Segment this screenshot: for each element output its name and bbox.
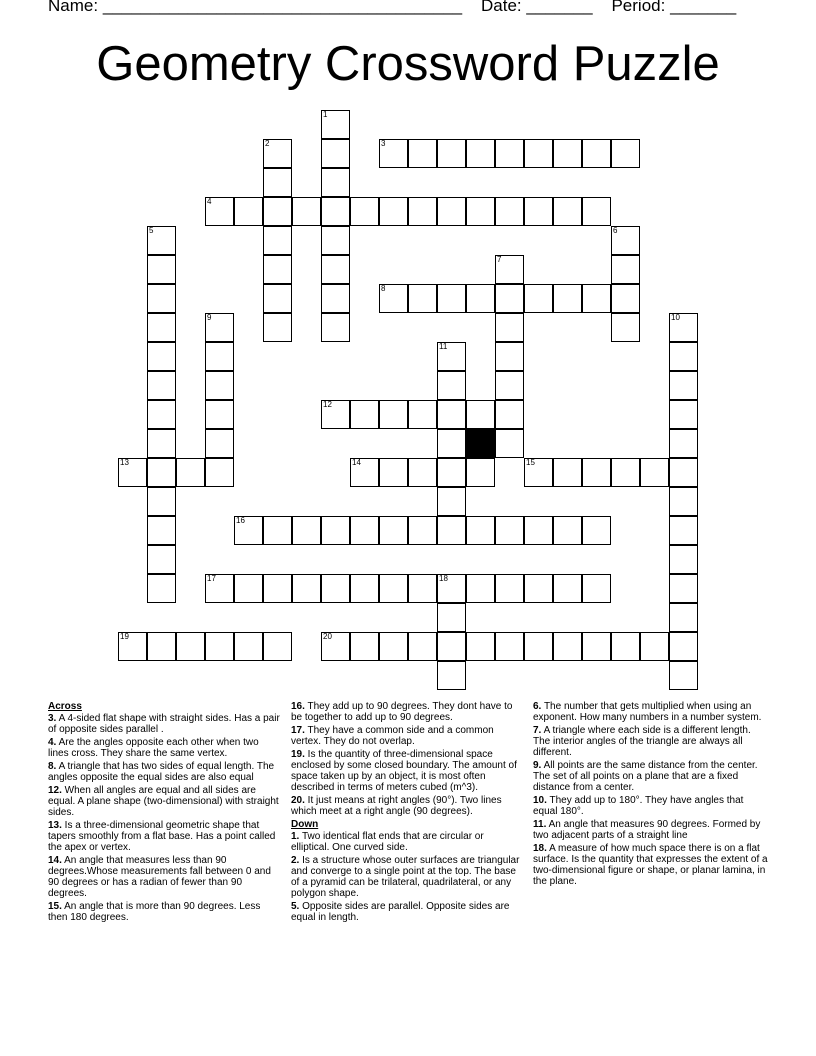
crossword-cell[interactable]: [263, 284, 292, 313]
crossword-cell[interactable]: [350, 574, 379, 603]
clue-item-number: 1.: [291, 831, 300, 842]
clue-item: [48, 785, 281, 818]
clue-item-text: Is a three-dimensional geometric shape that tapers smoothly from a flat base. Has a point called the apex or vertex.: [48, 820, 276, 853]
crossword-cell[interactable]: [205, 429, 234, 458]
clue-item-text: Is the quantity of three-dimensional space enclosed by some closed boundary. The amount of space taken up by an object, it is most often described in terms of meters cubed (m^3).: [291, 749, 517, 793]
crossword-cell[interactable]: [321, 313, 350, 342]
crossword-cell[interactable]: [466, 284, 495, 313]
crossword-cell[interactable]: [205, 313, 234, 342]
crossword-cell[interactable]: [669, 371, 698, 400]
crossword-cell[interactable]: [495, 342, 524, 371]
crossword-cell[interactable]: [147, 632, 176, 661]
clue-item: [48, 761, 281, 783]
crossword-cell[interactable]: [350, 632, 379, 661]
crossword-cell[interactable]: [437, 139, 466, 168]
black-cell: [466, 429, 495, 458]
crossword-cell[interactable]: [669, 545, 698, 574]
crossword-cell[interactable]: [553, 284, 582, 313]
crossword-cell[interactable]: [466, 632, 495, 661]
crossword-cell[interactable]: [379, 632, 408, 661]
clue-number: 5: [149, 226, 154, 235]
clue-number: 11: [439, 342, 448, 351]
crossword-cell[interactable]: [669, 574, 698, 603]
clue-item: [291, 749, 523, 793]
clue-item-number: 16.: [291, 701, 305, 712]
clue-item-number: 11.: [533, 819, 547, 830]
crossword-cell[interactable]: [495, 516, 524, 545]
clue-item-number: 18.: [533, 843, 547, 854]
crossword-cell[interactable]: [234, 197, 263, 226]
crossword-cell[interactable]: [669, 342, 698, 371]
crossword-cell[interactable]: [408, 284, 437, 313]
crossword-cell[interactable]: [495, 139, 524, 168]
clue-number: 9: [207, 313, 212, 322]
crossword-cell[interactable]: [437, 516, 466, 545]
crossword-cell[interactable]: [611, 226, 640, 255]
crossword-cell[interactable]: [495, 197, 524, 226]
crossword-cell[interactable]: [669, 313, 698, 342]
crossword-cell[interactable]: [437, 284, 466, 313]
crossword-cell[interactable]: [147, 226, 176, 255]
crossword-cell[interactable]: [495, 313, 524, 342]
clue-item: [533, 701, 769, 723]
crossword-cell[interactable]: [611, 284, 640, 313]
crossword-cell[interactable]: [379, 574, 408, 603]
crossword-cell[interactable]: [350, 516, 379, 545]
clue-number: 4: [207, 197, 212, 206]
clue-item: [291, 831, 523, 853]
crossword-cell[interactable]: [321, 284, 350, 313]
clue-item-number: 6.: [533, 701, 542, 712]
clue-item-number: 2.: [291, 855, 300, 866]
clue-item-number: 14.: [48, 855, 62, 866]
crossword-cell[interactable]: [524, 284, 553, 313]
crossword-cell[interactable]: [495, 429, 524, 458]
clue-item-text: Two identical flat ends that are circular or elliptical. One curved side.: [291, 831, 484, 853]
crossword-cell[interactable]: [263, 168, 292, 197]
clue-item-number: 20.: [291, 795, 305, 806]
crossword-cell[interactable]: [524, 574, 553, 603]
clue-item: [533, 795, 769, 817]
crossword-cell[interactable]: [524, 139, 553, 168]
crossword-cell[interactable]: [321, 110, 350, 139]
crossword-cell[interactable]: [611, 139, 640, 168]
crossword-cell[interactable]: [466, 574, 495, 603]
crossword-cell[interactable]: [437, 400, 466, 429]
crossword-cell[interactable]: [495, 371, 524, 400]
crossword-cell[interactable]: [147, 284, 176, 313]
clue-item-text: They add up to 180°. They have angles that equal 180°.: [533, 795, 744, 817]
crossword-cell[interactable]: [669, 632, 698, 661]
crossword-cell[interactable]: [437, 487, 466, 516]
crossword-cell[interactable]: [321, 516, 350, 545]
clue-column-3: [533, 701, 769, 889]
crossword-cell[interactable]: [408, 516, 437, 545]
crossword-cell[interactable]: [379, 400, 408, 429]
crossword-cell[interactable]: [524, 197, 553, 226]
crossword-cell[interactable]: [379, 284, 408, 313]
clue-item: [533, 760, 769, 793]
crossword-cell[interactable]: [408, 400, 437, 429]
crossword-cell[interactable]: [263, 197, 292, 226]
crossword-cell[interactable]: [350, 197, 379, 226]
crossword-cell[interactable]: [147, 516, 176, 545]
crossword-cell[interactable]: [147, 371, 176, 400]
crossword-cell[interactable]: [582, 197, 611, 226]
crossword-cell[interactable]: [437, 197, 466, 226]
crossword-cell[interactable]: [437, 429, 466, 458]
crossword-cell[interactable]: [147, 545, 176, 574]
crossword-cell[interactable]: [321, 139, 350, 168]
clue-item-text: Are the angles opposite each other when two lines cross. They share the same vertex.: [48, 737, 259, 759]
crossword-cell[interactable]: [408, 197, 437, 226]
period-label: Period:: [611, 0, 666, 15]
clue-item-number: 10.: [533, 795, 547, 806]
crossword-cell[interactable]: [147, 574, 176, 603]
crossword-cell[interactable]: [611, 255, 640, 284]
clue-item-text: The number that gets multiplied when using an exponent. How many numbers in a number system.: [533, 701, 762, 723]
clue-item: [291, 795, 523, 817]
clue-item-text: When all angles are equal and all sides are equal. A plane shape (two-dimensional) with straight sides.: [48, 785, 279, 818]
crossword-cell[interactable]: [669, 458, 698, 487]
crossword-cell[interactable]: [611, 632, 640, 661]
crossword-cell[interactable]: [582, 516, 611, 545]
crossword-cell[interactable]: [147, 458, 176, 487]
clue-number: 15: [526, 458, 535, 467]
crossword-cell[interactable]: [321, 197, 350, 226]
clue-number: 10: [671, 313, 680, 322]
crossword-cell[interactable]: [147, 255, 176, 284]
clue-number: 6: [613, 226, 618, 235]
crossword-cell[interactable]: [640, 458, 669, 487]
clue-column-2: [291, 701, 523, 925]
crossword-cell[interactable]: [524, 516, 553, 545]
clue-item: [48, 713, 281, 735]
crossword-cell[interactable]: [205, 342, 234, 371]
clue-item: [48, 820, 281, 853]
crossword-cell[interactable]: [553, 516, 582, 545]
clue-item: [533, 843, 769, 887]
crossword-cell[interactable]: [437, 458, 466, 487]
clue-item-number: 19.: [291, 749, 305, 760]
clue-item-number: 5.: [291, 901, 300, 912]
clue-item-text: They have a common side and a common vertex. They do not overlap.: [291, 725, 494, 747]
crossword-cell[interactable]: [321, 226, 350, 255]
crossword-cell[interactable]: [466, 400, 495, 429]
clue-number: 12: [323, 400, 332, 409]
clue-number: 7: [497, 255, 502, 264]
crossword-cell[interactable]: [263, 226, 292, 255]
clue-item-number: 3.: [48, 713, 57, 724]
crossword-cell[interactable]: [437, 603, 466, 632]
crossword-cell[interactable]: [176, 458, 205, 487]
crossword-cell[interactable]: [437, 574, 466, 603]
crossword-cell[interactable]: [408, 632, 437, 661]
crossword-cell[interactable]: [147, 400, 176, 429]
clue-item-number: 8.: [48, 761, 57, 772]
crossword-cell[interactable]: [263, 255, 292, 284]
crossword-cell[interactable]: [205, 400, 234, 429]
crossword-cell[interactable]: [553, 458, 582, 487]
clue-item: [291, 901, 523, 923]
crossword-cell[interactable]: [205, 197, 234, 226]
crossword-cell[interactable]: [350, 458, 379, 487]
crossword-cell[interactable]: [582, 574, 611, 603]
crossword-cell[interactable]: [321, 168, 350, 197]
crossword-cell[interactable]: [553, 632, 582, 661]
crossword-cell[interactable]: [176, 632, 205, 661]
crossword-cell[interactable]: [524, 458, 553, 487]
clue-number: 17: [207, 574, 216, 583]
crossword-cell[interactable]: [495, 284, 524, 313]
crossword-cell[interactable]: [379, 458, 408, 487]
clue-column-1: [48, 701, 281, 925]
clue-item: [533, 725, 769, 758]
crossword-cell[interactable]: [292, 574, 321, 603]
crossword-cell[interactable]: [118, 632, 147, 661]
clue-item: [48, 901, 281, 923]
clue-item-number: 4.: [48, 737, 57, 748]
clue-item-text: An angle that measures 90 degrees. Formed by two adjacent parts of a straight line: [533, 819, 761, 841]
clue-item-text: An angle that is more than 90 degrees. Less then 180 degrees.: [48, 901, 261, 923]
clue-item: [533, 819, 769, 841]
crossword-cell[interactable]: [234, 632, 263, 661]
clue-item-number: 17.: [291, 725, 305, 736]
crossword-cell[interactable]: [669, 661, 698, 690]
crossword-cell[interactable]: [466, 458, 495, 487]
crossword-cell[interactable]: [321, 255, 350, 284]
crossword-cell[interactable]: [321, 574, 350, 603]
clue-item-text: A triangle where each side is a different length. The interior angles of the triangle are always all different.: [533, 725, 751, 758]
crossword-cell[interactable]: [263, 139, 292, 168]
page-title: Geometry Crossword Puzzle: [96, 37, 720, 91]
crossword-cell[interactable]: [147, 429, 176, 458]
crossword-cell[interactable]: [263, 313, 292, 342]
crossword-cell[interactable]: [263, 574, 292, 603]
name-blank[interactable]: ______________________________________: [102, 0, 463, 15]
crossword-cell[interactable]: [669, 516, 698, 545]
crossword-cell[interactable]: [582, 139, 611, 168]
crossword-cell[interactable]: [321, 400, 350, 429]
clue-number: 3: [381, 139, 386, 148]
clue-item-text: A 4-sided flat shape with straight sides. Has a pair of opposite sides parallel .: [48, 713, 280, 735]
clue-item: [291, 701, 523, 723]
clue-number: 1: [323, 110, 328, 119]
period-blank[interactable]: _______: [670, 0, 737, 15]
date-label: Date:: [481, 0, 522, 15]
crossword-cell[interactable]: [640, 632, 669, 661]
crossword-cell[interactable]: [234, 574, 263, 603]
crossword-cell[interactable]: [205, 458, 234, 487]
crossword-cell[interactable]: [147, 342, 176, 371]
crossword-cell[interactable]: [118, 458, 147, 487]
crossword-cell[interactable]: [553, 574, 582, 603]
clue-item: [48, 855, 281, 899]
crossword-cell[interactable]: [495, 400, 524, 429]
crossword-cell[interactable]: [611, 313, 640, 342]
clue-item-text: A triangle that has two sides of equal length. The angles opposite the equal sides are also equal: [48, 761, 275, 783]
clue-item-number: 13.: [48, 820, 62, 831]
crossword-cell[interactable]: [553, 197, 582, 226]
clue-number: 16: [236, 516, 245, 525]
crossword-cell[interactable]: [669, 429, 698, 458]
crossword-cell[interactable]: [205, 371, 234, 400]
clue-item-text: Is a structure whose outer surfaces are triangular and converge to a single point at the top. The base of a pyramid can be trilateral, quadrilateral, or any polygon shape.: [291, 855, 520, 899]
crossword-cell[interactable]: [553, 139, 582, 168]
clue-item-number: 15.: [48, 901, 62, 912]
crossword-cell[interactable]: [147, 487, 176, 516]
clue-number: 2: [265, 139, 270, 148]
crossword-cell[interactable]: [205, 574, 234, 603]
crossword-cell[interactable]: [669, 400, 698, 429]
date-blank[interactable]: _______: [526, 0, 593, 15]
clue-number: 8: [381, 284, 386, 293]
crossword-cell[interactable]: [379, 139, 408, 168]
crossword-cell[interactable]: [437, 661, 466, 690]
clue-item: [291, 855, 523, 899]
clue-number: 20: [323, 632, 332, 641]
crossword-cell[interactable]: [495, 632, 524, 661]
crossword-cell[interactable]: [292, 516, 321, 545]
crossword-cell[interactable]: [147, 313, 176, 342]
clue-item-number: 7.: [533, 725, 542, 736]
crossword-cell[interactable]: [292, 197, 321, 226]
crossword-cell[interactable]: [263, 632, 292, 661]
crossword-cell[interactable]: [408, 139, 437, 168]
crossword-cell[interactable]: [205, 632, 234, 661]
crossword-cell[interactable]: [379, 516, 408, 545]
crossword-cell[interactable]: [582, 632, 611, 661]
clue-item: [48, 737, 281, 759]
clue-item-text: They add up to 90 degrees. They dont have to be together to add up to 90 degrees.: [291, 701, 513, 723]
crossword-cell[interactable]: [524, 632, 553, 661]
crossword-cell[interactable]: [669, 487, 698, 516]
clue-heading: Down: [291, 819, 319, 830]
clue-item-number: 9.: [533, 760, 542, 771]
crossword-cell[interactable]: [379, 197, 408, 226]
clue-item-text: It just means at right angles (90°). Two lines which meet at a right angle (90 degrees).: [291, 795, 502, 817]
clue-item-text: Opposite sides are parallel. Opposite sides are equal in length.: [291, 901, 510, 923]
crossword-cell[interactable]: [437, 371, 466, 400]
clue-item-number: 12.: [48, 785, 62, 796]
clue-item-text: A measure of how much space there is on a flat surface. Is the quantity that expresses the extent of a two-dimensional figure or shape, or planar lamina, in the plane.: [533, 843, 768, 887]
crossword-cell[interactable]: [466, 139, 495, 168]
crossword-cell[interactable]: [408, 458, 437, 487]
crossword-cell[interactable]: [495, 574, 524, 603]
crossword-cell[interactable]: [669, 603, 698, 632]
crossword-cell[interactable]: [466, 516, 495, 545]
crossword-cell[interactable]: [466, 197, 495, 226]
clue-item: [291, 725, 523, 747]
clue-item-text: All points are the same distance from the center. The set of all points on a plane that are a fixed distance from a center.: [533, 760, 758, 793]
crossword-cell[interactable]: [408, 574, 437, 603]
crossword-cell[interactable]: [437, 632, 466, 661]
crossword-cell[interactable]: [437, 342, 466, 371]
clue-heading: Across: [48, 701, 82, 712]
clue-number: 13: [120, 458, 129, 467]
crossword-cell[interactable]: [321, 632, 350, 661]
crossword-cell[interactable]: [611, 458, 640, 487]
crossword-cell[interactable]: [263, 516, 292, 545]
clue-number: 18: [439, 574, 448, 583]
clue-number: 19: [120, 632, 129, 641]
crossword-cell[interactable]: [495, 255, 524, 284]
clue-number: 14: [352, 458, 361, 467]
crossword-cell[interactable]: [234, 516, 263, 545]
crossword-cell[interactable]: [350, 400, 379, 429]
name-label: Name:: [48, 0, 99, 15]
crossword-cell[interactable]: [582, 458, 611, 487]
crossword-cell[interactable]: [582, 284, 611, 313]
clue-item-text: An angle that measures less than 90 degrees.Whose measurements fall between 0 and 90 degrees or has a radian of fewer than 90 degrees.: [48, 855, 271, 899]
